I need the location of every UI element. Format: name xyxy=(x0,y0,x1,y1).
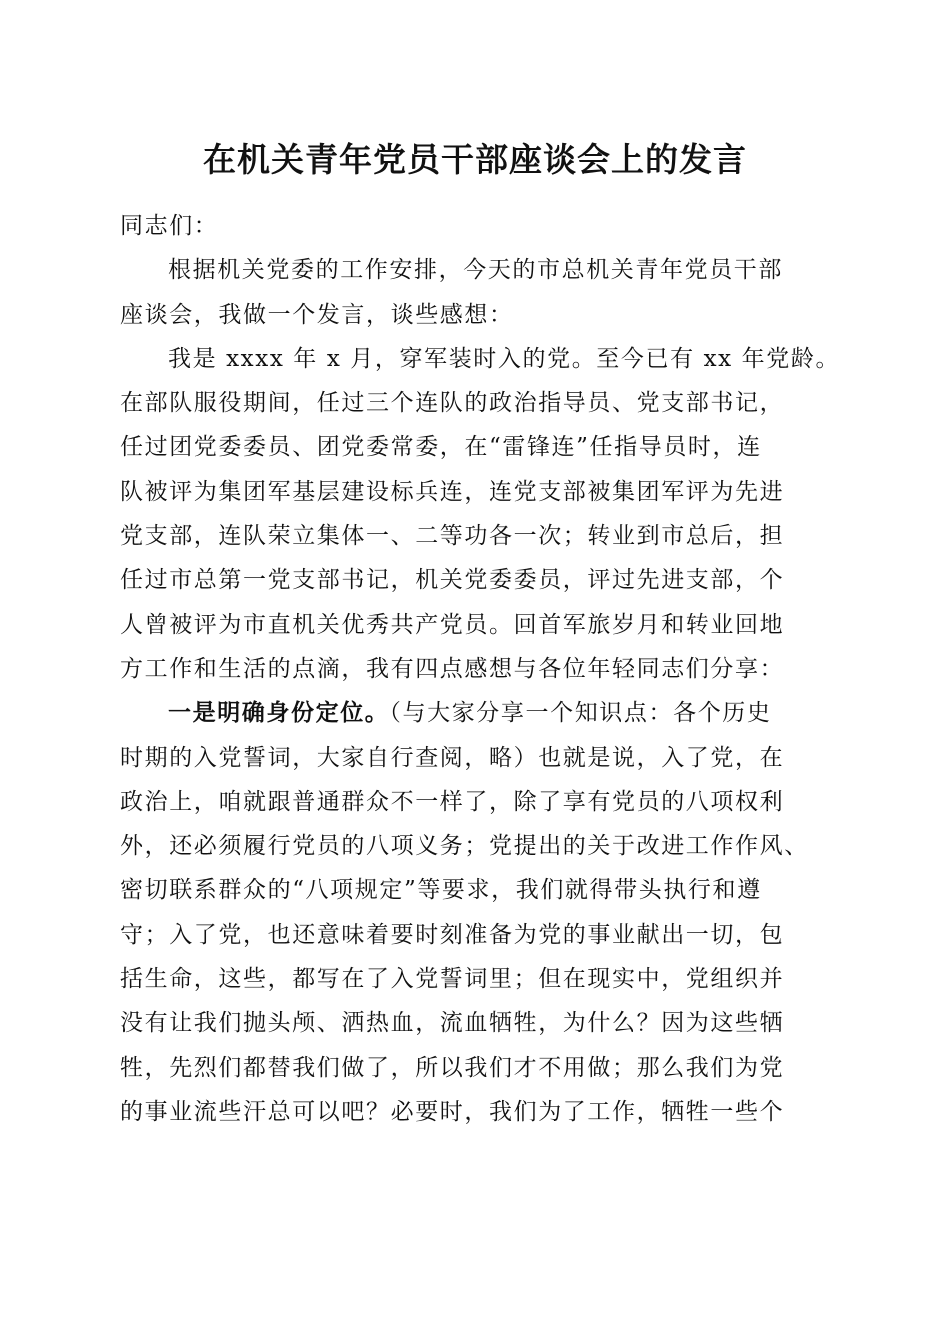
paragraph-line: 政治上，咱就跟普通群众不一样了，除了享有党员的八项权利 xyxy=(120,788,785,815)
paragraph-line: 人曾被评为市直机关优秀共产党员。回首军旅岁月和转业回地 xyxy=(120,611,785,638)
paragraph-line: 队被评为集团军基层建设标兵连，连党支部被集团军评为先进 xyxy=(120,478,785,505)
document-title: 在机关青年党员干部座谈会上的发言 xyxy=(203,140,747,179)
paragraph-line: 外，还必须履行党员的八项义务；党提出的关于改进工作作风、 xyxy=(120,833,809,860)
paragraph-line: 的事业流些汗总可以吧？必要时，我们为了工作，牺牲一些个 xyxy=(120,1098,785,1125)
paragraph-line: 座谈会，我做一个发言，谈些感想： xyxy=(120,301,514,328)
paragraph-line: 牲，先烈们都替我们做了，所以我们才不用做；那么我们为党 xyxy=(120,1054,785,1081)
paragraph-line: 党支部，连队荣立集体一、二等功各一次；转业到市总后，担 xyxy=(120,523,785,550)
point1-heading: 一是明确身份定位。 xyxy=(168,699,390,727)
paragraph-line: 密切联系群众的“八项规定”等要求，我们就得带头执行和遵 xyxy=(120,877,762,904)
paragraph-line: 在部队服役期间，任过三个连队的政治指导员、党支部书记， xyxy=(120,390,785,417)
paragraph-line: 方工作和生活的点滴，我有四点感想与各位年轻同志们分享： xyxy=(120,655,785,682)
paragraph-line: 我是 xxxx 年 x 月，穿军装时入的党。至今已有 xx 年党龄。 xyxy=(168,345,841,372)
point1-first-line-rest: （与大家分享一个知识点：各个历史 xyxy=(389,700,772,727)
point1-first-line xyxy=(120,691,845,735)
salutation: 同志们： xyxy=(120,213,219,239)
paragraph-line: 守；入了党，也还意味着要时刻准备为党的事业献出一切，包 xyxy=(120,921,785,948)
document-body xyxy=(120,204,845,1134)
paragraph-line: 没有让我们抛头颅、洒热血，流血牺牲，为什么？因为这些牺 xyxy=(120,1010,785,1037)
paragraph-line: 时期的入党誓词，大家自行查阅，略）也就是说，入了党，在 xyxy=(120,744,785,771)
paragraph-line: 括生命，这些，都写在了入党誓词里；但在现实中，党组织并 xyxy=(120,966,785,993)
paragraph-line: 根据机关党委的工作安排，今天的市总机关青年党员干部 xyxy=(168,257,783,284)
paragraph-line: 任过团党委委员、团党委常委，在“雷锋连”任指导员时，连 xyxy=(120,434,762,461)
paragraph-line: 任过市总第一党支部书记，机关党委委员，评过先进支部，个 xyxy=(120,567,785,594)
